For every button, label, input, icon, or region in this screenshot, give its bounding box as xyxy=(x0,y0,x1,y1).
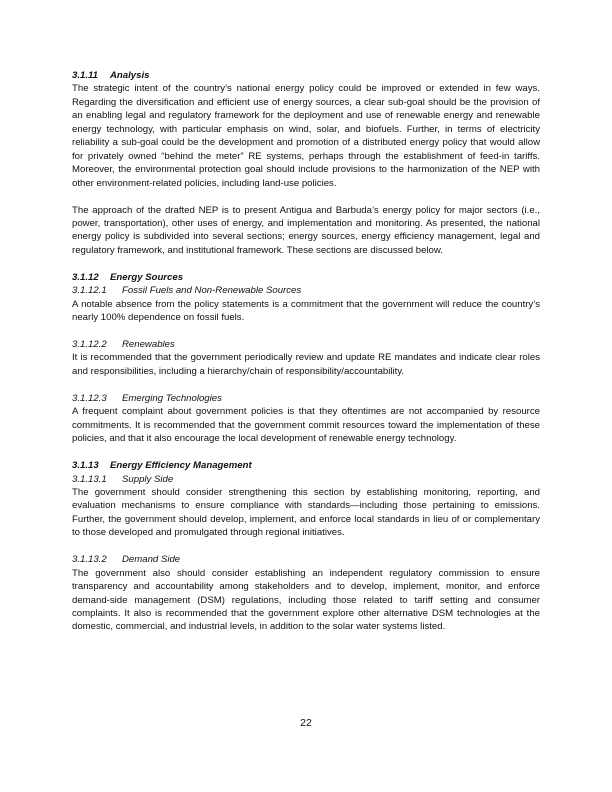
subsection-heading-supply-side xyxy=(72,473,540,486)
section-heading-energy-sources xyxy=(72,271,540,284)
subsection-heading-emerging-technologies xyxy=(72,392,540,405)
paragraph: The approach of the drafted NEP is to present Antigua and Barbuda’s energy policy for major sectors (i.e., power, transportation), other uses of energy, and implementation and monitoring. As presented, the national energy policy is subdivided into several sections; energy sources, energy efficiency management, legal and regulatory framework, and institutional framework. These sections are discussed below. xyxy=(72,204,540,256)
paragraph: The government should consider strengthening this section by establishing monitoring, reporting, and evaluation mechanisms to ensure compliance with standards—including those pertaining to emissions. Further, the government should develop, implement, and enforce local standards in lieu of or complementary to those developed and promulgated through regional initiatives. xyxy=(72,486,540,539)
section-title: Energy Efficiency Management xyxy=(110,460,252,472)
subsection-title: Fossil Fuels and Non-Renewable Sources xyxy=(122,285,302,297)
subsection-title: Emerging Technologies xyxy=(122,392,222,404)
subsection-heading-fossil-fuels xyxy=(72,284,540,297)
paragraph: A notable absence from the policy statements is a commitment that the government will reduce the country’s nearly 100% dependence on fossil fuels. xyxy=(72,298,540,324)
subsection-title: Supply Side xyxy=(122,473,174,485)
section-title: Energy Sources xyxy=(110,271,184,283)
section-heading-energy-efficiency xyxy=(72,459,540,472)
section-number: 3.1.12 xyxy=(72,271,99,283)
subsection-number: 3.1.12.1 xyxy=(72,285,107,297)
subsection-number: 3.1.12.3 xyxy=(72,392,107,404)
subsection-heading-renewables xyxy=(72,338,540,351)
subsection-number: 3.1.12.2 xyxy=(72,339,107,351)
subsection-number: 3.1.13.1 xyxy=(72,473,107,485)
section-heading-analysis xyxy=(72,69,540,82)
paragraph: It is recommended that the government periodically review and update RE mandates and indicate clear roles and responsibilities, including a hierarchy/chain of responsibility/accountability. xyxy=(72,352,540,377)
page-number: 22 xyxy=(300,717,312,729)
paragraph: The strategic intent of the country’s national energy policy could be improved or extended in few ways. Regarding the diversification and efficient use of energy sources, a clear sub-goal should be the provision of an enabling legal and regulatory framework for the deployment and use of renewable energy and renewable energy technology, with particular emphasis on wind, solar, and biofuels. Further, in terms of electricity reliability a sub-goal could be the development and promotion of a distributed energy policy that would allow for privately owned “behind the meter” RE systems, perhaps through the establishment of feed-in tariffs. Moreover, the environmental protection goal should include provisions to the harmonization of the NEP with other environment-related policies, including land-use policies. xyxy=(72,83,540,189)
section-number: 3.1.11 xyxy=(72,70,98,81)
subsection-heading-demand-side xyxy=(72,553,540,566)
subsection-number: 3.1.13.2 xyxy=(72,554,107,566)
subsection-title: Demand Side xyxy=(122,554,181,566)
subsection-title: Renewables xyxy=(122,339,175,351)
document-page xyxy=(72,69,540,634)
section-number: 3.1.13 xyxy=(72,460,99,472)
paragraph: A frequent complaint about government policies is that they oftentimes are not accompanied by resource commitments. It is recommended that the government commit resources toward the implementation of these policies, and that it also encourage the local development of renewable energy technology. xyxy=(72,406,540,445)
section-title: Analysis xyxy=(110,70,150,81)
paragraph: The government also should consider establishing an independent regulatory commission to ensure transparency and accountability among stakeholders and to develop, implement, monitor, and enforce demand-side management (DSM) regulations, including those related to tariff setting and consumer complaints. It also is recommended that the government explore other alternative DSM technologies at the domestic, commercial, and industrial levels, in addition to the solar water systems listed. xyxy=(72,567,540,633)
